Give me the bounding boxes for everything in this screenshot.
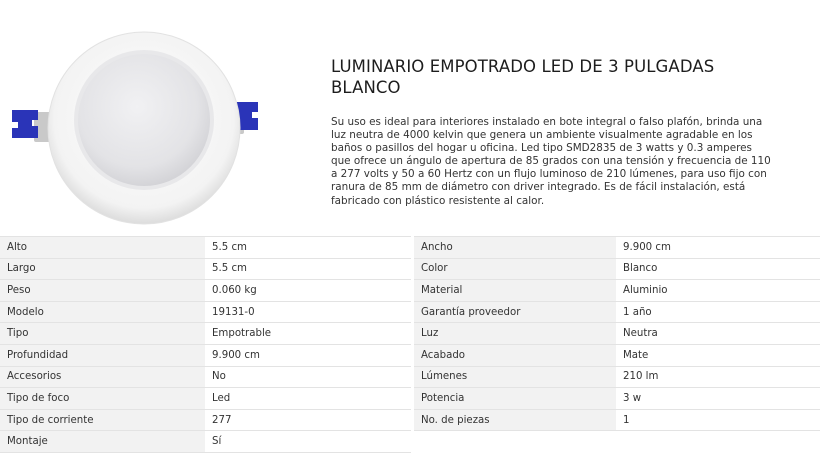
spec-row [414, 323, 820, 345]
product-description: Su uso es ideal para interiores instalado en bote integral o falso plafón, brinda una luz neutra de 4000 kelvin que genera un ambiente visualmente agradable en los baños o pasillos del hogar u oficina. Led tipo SMD2835 de 3 watts y 0.3 amperes que ofrece un ángulo de apertura de 85 grados con una tensión y frecuencia de 110 a 277 volts y 50 a 60 Hertz con un flujo luminoso de 210 lúmenes, para uso fijo con ranura de 85 mm de diámetro con driver integrado. Es de fácil instalación, está fabricado con plástico resistente al calor. [331, 116, 771, 207]
spec-label: Material [414, 280, 616, 302]
spec-row [414, 237, 820, 259]
spec-value: Neutra [616, 323, 820, 345]
spec-value: 210 lm [616, 366, 820, 388]
spec-row [0, 323, 411, 345]
spec-label: Tipo [0, 323, 205, 345]
spec-value: 1 [616, 409, 820, 431]
spec-row [414, 409, 820, 431]
spec-row [414, 344, 820, 366]
spec-row [0, 301, 411, 323]
spec-label: Potencia [414, 388, 616, 410]
left-mounting-clip [12, 110, 52, 142]
spec-row [0, 280, 411, 302]
spec-value: 5.5 cm [205, 237, 411, 259]
spec-row [414, 388, 820, 410]
specs-table-left [0, 236, 411, 453]
spec-value: 19131-0 [205, 301, 411, 323]
spec-value: 5.5 cm [205, 258, 411, 280]
spec-value: Sí [205, 431, 411, 453]
spec-row [0, 366, 411, 388]
spec-value: 1 año [616, 301, 820, 323]
spec-value: Aluminio [616, 280, 820, 302]
spec-value: No [205, 366, 411, 388]
recessed-light-illustration [0, 0, 300, 232]
spec-label: Acabado [414, 344, 616, 366]
spec-value: 277 [205, 409, 411, 431]
spec-label: Ancho [414, 237, 616, 259]
diffuser-lens [78, 54, 210, 186]
spec-row [0, 258, 411, 280]
spec-label: Largo [0, 258, 205, 280]
spec-label: Profundidad [0, 344, 205, 366]
product-info [331, 56, 771, 208]
product-title: LUMINARIO EMPOTRADO LED DE 3 PULGADAS BLANCO [331, 57, 715, 97]
spec-value: Empotrable [205, 323, 411, 345]
spec-value: Mate [616, 344, 820, 366]
spec-row [414, 366, 820, 388]
spec-label: Peso [0, 280, 205, 302]
spec-label: Color [414, 258, 616, 280]
specs-table-right [414, 236, 820, 431]
spec-row [0, 409, 411, 431]
spec-label: Luz [414, 323, 616, 345]
spec-label: Modelo [0, 301, 205, 323]
spec-label: No. de piezas [414, 409, 616, 431]
spec-value: Blanco [616, 258, 820, 280]
spec-row [0, 388, 411, 410]
spec-row [0, 431, 411, 453]
spec-row [414, 280, 820, 302]
spec-value: 0.060 kg [205, 280, 411, 302]
spec-row [0, 237, 411, 259]
spec-label: Tipo de corriente [0, 409, 205, 431]
spec-row [0, 344, 411, 366]
product-image [0, 0, 300, 232]
spec-row [414, 301, 820, 323]
spec-label: Montaje [0, 431, 205, 453]
spec-value: 3 w [616, 388, 820, 410]
spec-label: Garantía proveedor [414, 301, 616, 323]
spec-value: 9.900 cm [616, 237, 820, 259]
spec-label: Tipo de foco [0, 388, 205, 410]
spec-label: Lúmenes [414, 366, 616, 388]
spec-value: 9.900 cm [205, 344, 411, 366]
spec-label: Alto [0, 237, 205, 259]
spec-row [414, 258, 820, 280]
spec-value: Led [205, 388, 411, 410]
spec-label: Accesorios [0, 366, 205, 388]
